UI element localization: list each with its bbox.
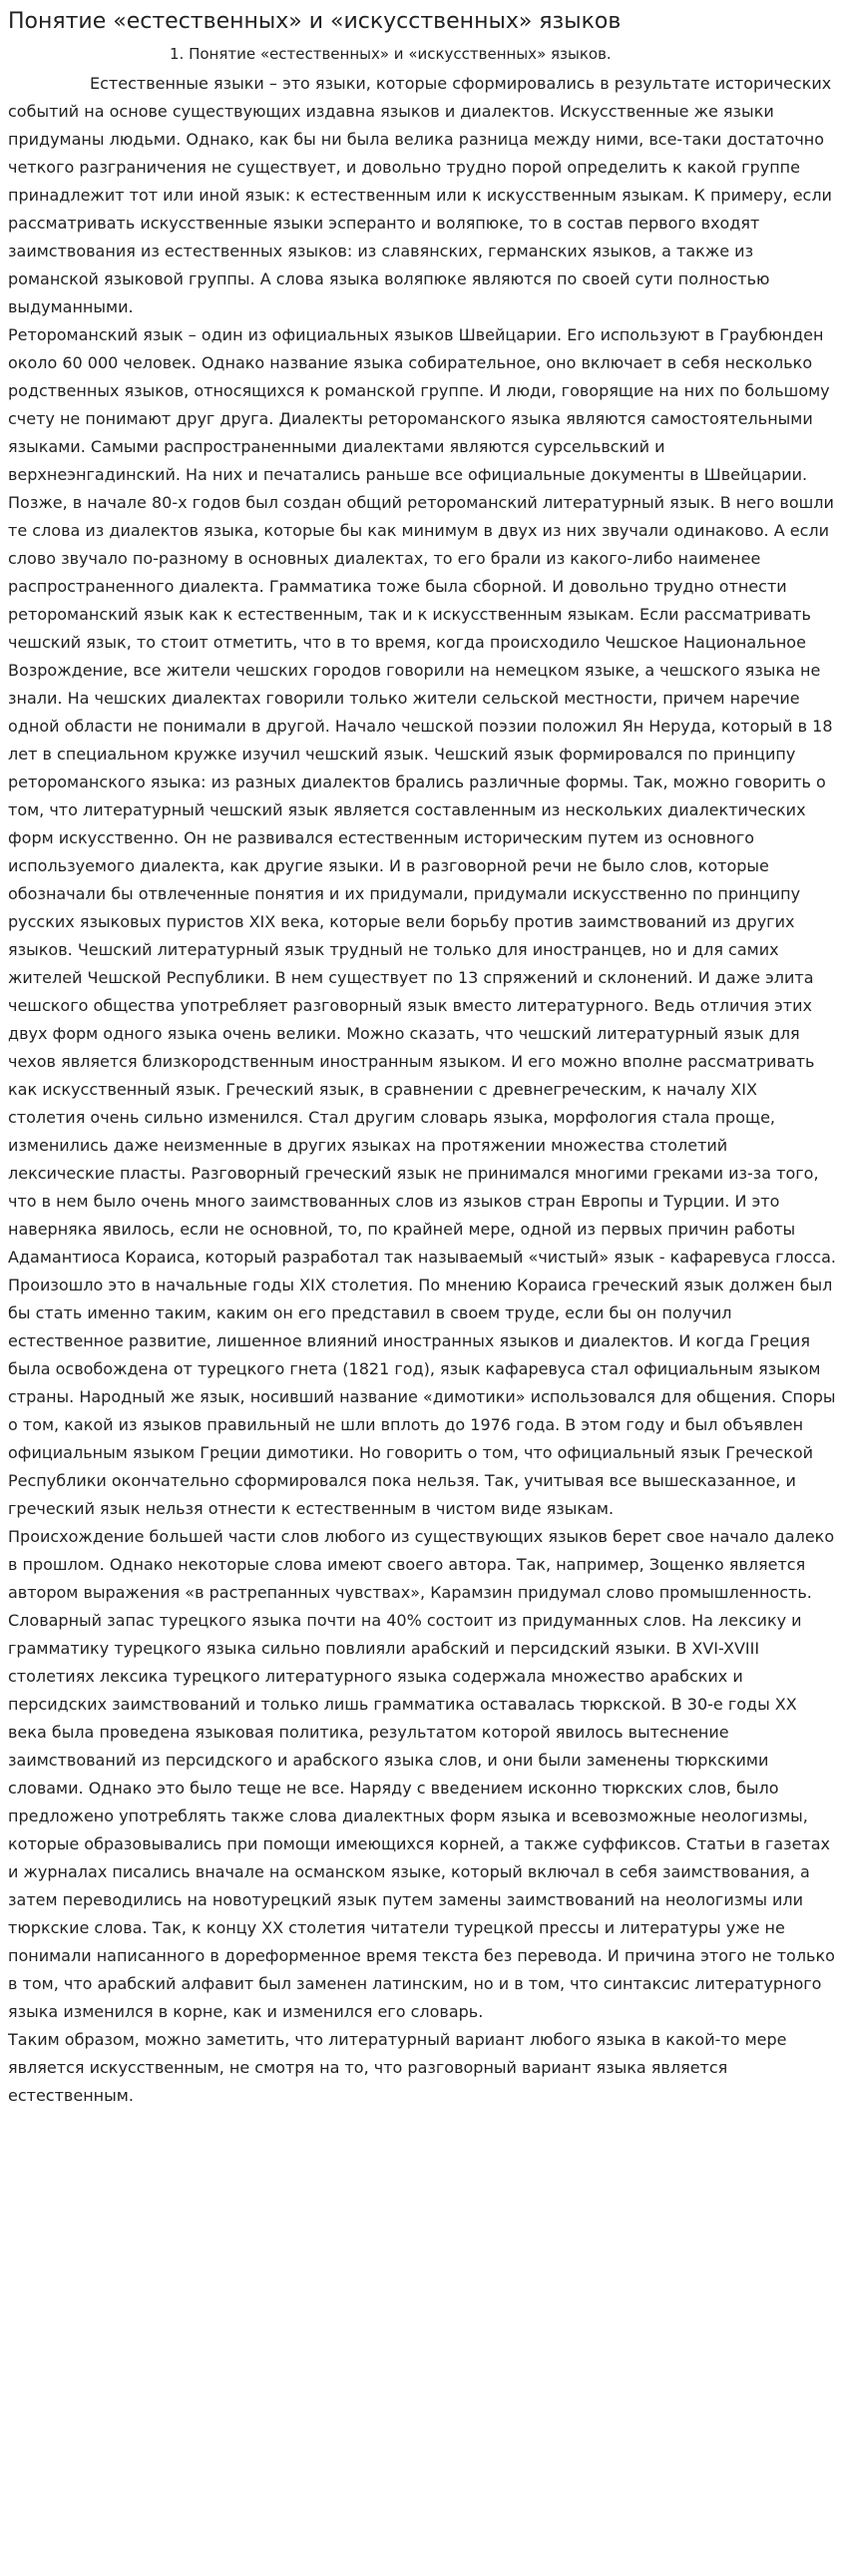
paragraph-natural-vs-artificial: Естественные языки – это языки, которые сформировались в результате исторических событий на основе существующих издавна языков и диалектов. Искусственные же языки придуманы людьми. Однако, как бы ни была велика разница между ними, все-таки достаточно четкого разграничения не существует, и довольно трудно порой определить к какой группе принадлежит тот или иной язык: к естественным или к искусственным языкам. К примеру, если рассматривать искусственные языки эсперанто и воляпюке, то в состав первого входят заимствования из естественных языков: из славянских, германских языков, а также из романской языковой группы. А слова языка воляпюке являются по своей сути полностью выдуманными. (8, 74, 832, 316)
paragraph-word-origins-turkish: Происхождение большей части слов любого из существующих языков берет свое начало далеко в прошлом. Однако некоторые слова имеют своего автора. Так, например, Зощенко является автором выражения «в растрепанных чувствах», Карамзин придумал слово промышленность. Словарный запас турецкого языка почти на 40% состоит из придуманных слов. На лексику и грамматику турецкого языка сильно повлияли арабский и персидский языки. В XVI-XVIII столетиях лексика турецкого литературного языка содержала множество арабских и персидских заимствований и только лишь грамматика оставалась тюркской. В 30-е годы XX века была проведена языковая политика, результатом которой явилось вытеснение заимствований из персидского и арабского языка слов, и они были заменены тюркскими словами. Однако это было теще не все. Наряду с введением исконно тюркских слов, было предложено употреблять также слова диалектных форм языка и всевозможные неологизмы, которые образовывались при помощи имеющихся корней, а также суффиксов. Статьи в газетах и журналах писались вначале на османском языке, который включал в себя заимствования, а затем переводились на новотурецкий язык путем замены заимствований на неологизмы или тюркские слова. Так, к концу XX столетия читатели турецкой прессы и литературы уже не понимали написанного в дореформенное время текста без перевода. И причина этого не только в том, что арабский алфавит был заменен латинским, но и в том, что синтаксис литературного языка изменился в корне, как и изменился его словарь. (8, 1527, 835, 2021)
paragraph-conclusion: Таким образом, можно заметить, что литературный вариант любого языка в какой-то мере является искусственным, не смотря на то, что разговорный вариант языка является естественным. (8, 2030, 787, 2105)
paragraph-romansh-czech-greek: Ретороманский язык – один из официальных языков Швейцарии. Его используют в Граубюнден около 60 000 человек. Однако название языка собирательное, оно включает в себя несколько родственных языков, относящихся к романской группе. И люди, говорящие на них по большому счету не понимают друг друга. Диалекты ретороманского языка являются самостоятельными языками. Самыми распространенными диалектами являются сурсельвский и верхнеэнгадинский. На них и печатались раньше все официальные документы в Швейцарии. Позже, в начале 80-х годов был создан общий ретороманский литературный язык. В него вошли те слова из диалектов языка, которые бы как минимум в двух из них звучали одинаково. А если слово звучало по-разному в основных диалектах, то его брали из какого-либо наименее распространенного диалекта. Грамматика тоже была сборной. И довольно трудно отнести ретороманский язык как к естественным, так и к искусственным языкам. Если рассматривать чешский язык, то стоит отметить, что в то время, когда происходило Чешское Национальное Возрождение, все жители чешских городов говорили на немецком языке, а чешского языка не знали. На чешских диалектах говорили только жители сельской местности, причем наречие одной области не понимали в другой. Начало чешской поэзии положил Ян Неруда, который в 18 лет в специальном кружке изучил чешский язык. Чешский язык формировался по принципу ретороманского языка: из разных диалектов брались различные формы. Так, можно говорить о том, что литературный чешский язык является составленным из нескольких диалектических форм искусственно. Он не развивался естественным историческим путем из основного используемого диалекта, как другие языки. И в разговорной речи не было слов, которые обозначали бы отвлеченные понятия и их придумали, придумали искусственно по принципу русских языковых пуристов XIX века, которые вели борьбу против заимствований из других языков. Чешский литературный язык трудный не только для иностранцев, но и для самих жителей Чешской Республики. В нем существует по 13 спряжений и склонений. И даже элита чешского общества употребляет разговорный язык вместо литературного. Ведь отличия этих двух форм одного языка очень велики. Можно сказать, что чешский литературный язык для чехов является близкородственным иностранным языком. И его можно вполне рассматривать как искусственный язык. Греческий язык, в сравнении с древнегреческим, к началу XIX столетия очень сильно изменился. Стал другим словарь языка, морфология стала проще, изменились даже неизменные в других языках на протяжении множества столетий лексические пласты. Разговорный греческий язык не принимался многими греками из-за того, что в нем было очень много заимствованных слов из языков стран Европы и Турции. И это наверняка явилось, если не основной, то, по крайней мере, одной из первых причин работы Адамантиоса Кораиса, который разработал так называемый «чистый» язык - кафаревуса глосса. Произошло это в начальные годы XIX столетия. По мнению Кораиса греческий язык должен был бы стать именно таким, каким он его представил в своем труде, если бы он получил естественное развитие, лишенное влияний иностранных языков и диалектов. И когда Греция была освобождена от турецкого гнета (1821 год), язык кафаревуса стал официальным языком страны. Народный же язык, носивший название «димотики» использовался для общения. Споры о том, какой из языков правильный не шли вплоть до 1976 года. В этом году и был объявлен официальным языком Греции димотики. Но говорить о том, что официальный язык Греческой Республики окончательно сформировался пока нельзя. Так, учитывая все вышесказанное, и греческий язык нельзя отнести к естественным в чистом виде языкам. (8, 325, 837, 1518)
page-title: Понятие «естественных» и «искусственных» языков (8, 9, 622, 34)
section-heading: 1. Понятие «естественных» и «искусственных» языков. (170, 45, 612, 63)
